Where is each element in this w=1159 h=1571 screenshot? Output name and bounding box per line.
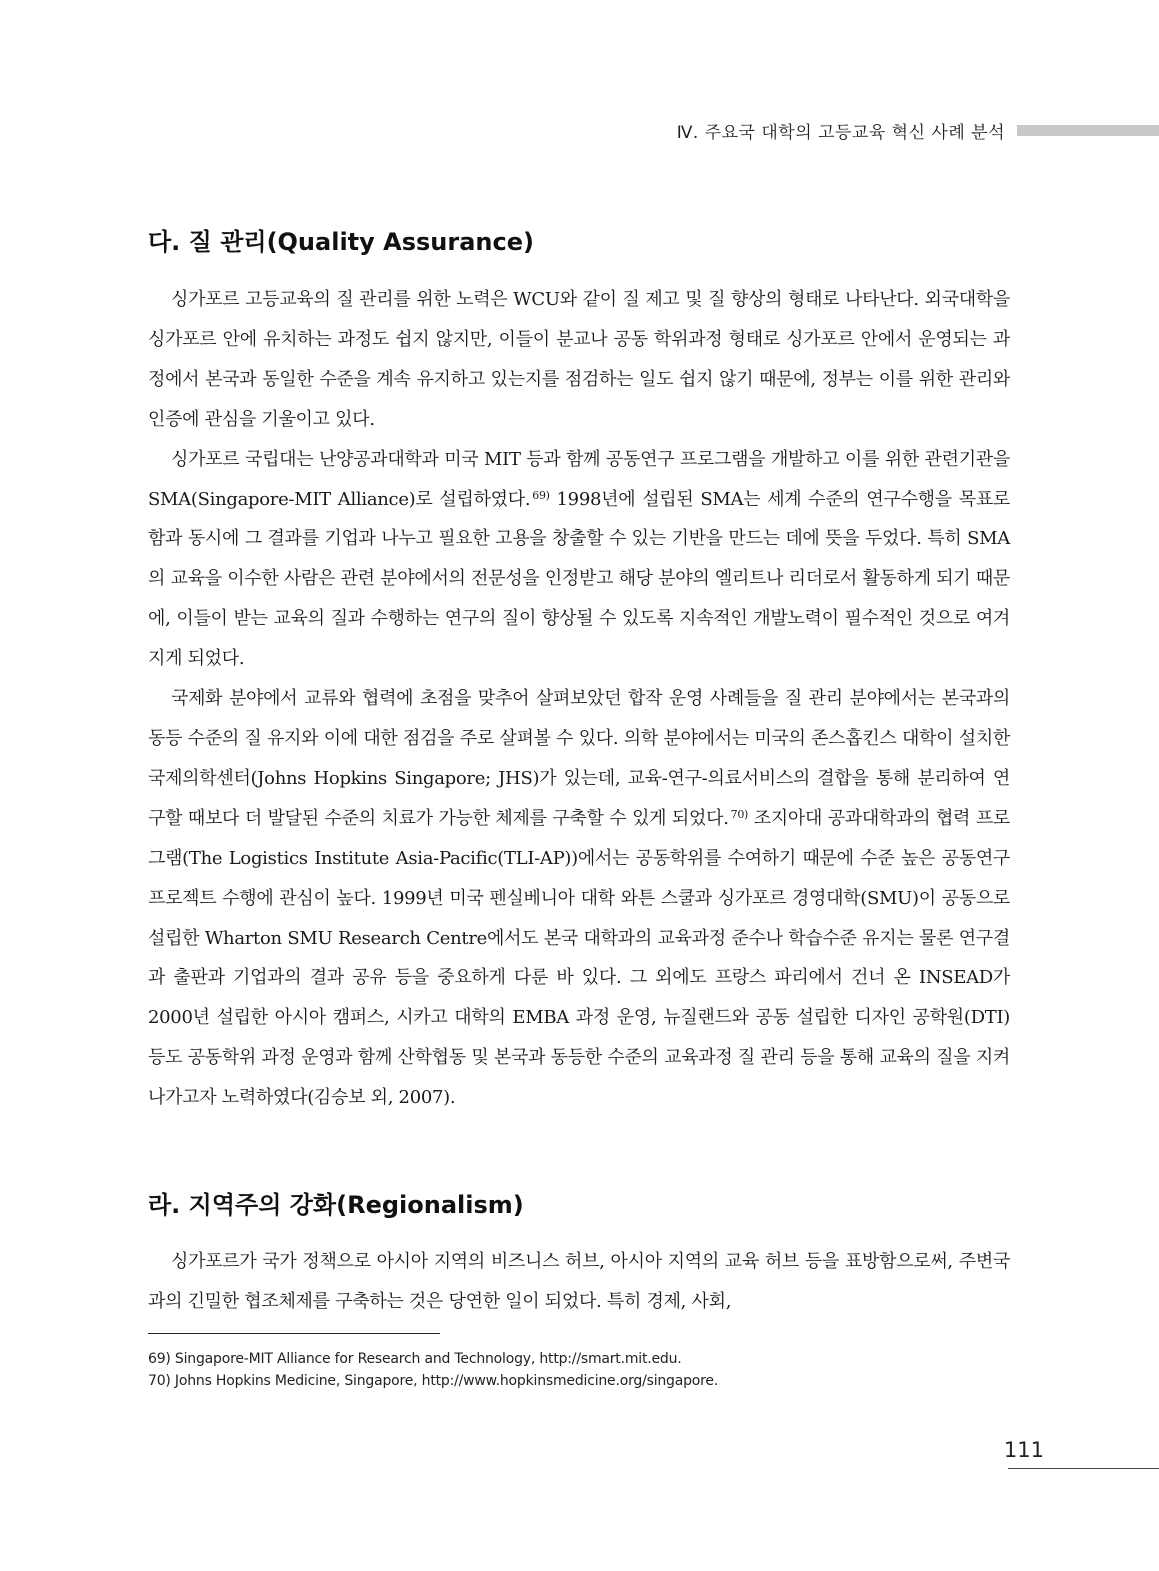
page-number-rule (1008, 1468, 1159, 1469)
footnote-ref-70: 70) (730, 807, 749, 821)
header-bar (1017, 125, 1159, 136)
paragraph-text: 1998년에 설립된 SMA는 세계 수준의 연구수행을 목표로 함과 동시에 그 결과를 기업과 나누고 필요한 고용을 창출할 수 있는 기반을 만드는 데에 뜻을 두었다. 특히 SMA의 교육을 이수한 사람은 관련 분야에서의 전문성을 인정받고 해당 분야의 엘리트나 리더로서 활동하게 되기 때문에, 이들이 받는 교육의 질과 수행하는 연구의 질이 향상될 수 있도록 지속적인 개발노력이 필수적인 것으로 여겨지게 되었다. (148, 488, 1011, 670)
paragraph (148, 679, 1010, 1118)
footnote-ref-69: 69) (532, 488, 550, 502)
section-body-regionalism (148, 1242, 1010, 1322)
page-number: 111 (1003, 1438, 1044, 1462)
footnote-divider (148, 1333, 440, 1334)
paragraph (148, 440, 1010, 679)
running-header (677, 118, 1159, 143)
section-body-quality-assurance (148, 280, 1010, 1118)
paragraph: 싱가포르 고등교육의 질 관리를 위한 노력은 WCU와 같이 질 제고 및 질 향상의 형태로 나타난다. 외국대학을 싱가포르 안에 유치하는 과정도 쉽지 않지만, 이들이 분교나 공동 학위과정 형태로 싱가포르 안에서 운영되는 과정에서 본국과 동일한 수준을 계속 유지하고 있는지를 점검하는 일도 쉽지 않기 때문에, 정부는 이를 위한 관리와 인증에 관심을 기울이고 있다. (148, 289, 1010, 430)
paragraph-text: 국제화 분야에서 교류와 협력에 초점을 맞추어 살펴보았던 합작 운영 사례들을 질 관리 분야에서는 본국과의 동등 수준의 질 유지와 이에 대한 점검을 주로 살펴볼 수 있다. 의학 분야에서는 미국의 존스홉킨스 대학이 설치한 국제의학센터(Johns Hopkins Singapore; JHS)가 있는데, 교육-연구-의료서비스의 결합을 통해 분리하여 연구할 때보다 더 발달된 수준의 치료가 가능한 체제를 구축할 수 있게 되었다. (148, 688, 1010, 829)
footnotes (148, 1348, 1010, 1392)
footnote-69: 69) Singapore-MIT Alliance for Research and Technology, http://smart.mit.edu. (148, 1351, 682, 1367)
paragraph-text: 조지아대 공과대학과의 협력 프로그램(The Logistics Institute Asia-Pacific(TLI-AP))에서는 공동학위를 수여하기 때문에 수준 높은 공동연구 프로젝트 수행에 관심이 높다. 1999년 미국 펜실베니아 대학 와튼 스쿨과 싱가포르 경영대학(SMU)이 공동으로 설립한 Wharton SMU Research Centre에서도 본국 대학과의 교육과정 준수나 학습수준 유지는 물론 연구결과 출판과 기업과의 결과 공유 등을 중요하게 다룬 바 있다. 그 외에도 프랑스 파리에서 건너 온 INSEAD가 2000년 설립한 아시아 캠퍼스, 시카고 대학의 EMBA 과정 운영, 뉴질랜드와 공동 설립한 디자인 공학원(DTI) 등도 공동학위 과정 운영과 함께 산학협동 및 본국과 동등한 수준의 교육과정 질 관리 등을 통해 교육의 질을 지켜나가고자 노력하였다(김승보 외, 2007). (148, 807, 1010, 1109)
section-heading-regionalism: 라. 지역주의 강화(Regionalism) (148, 1191, 524, 1219)
paragraph-text: 싱가포르 국립대는 난양공과대학과 미국 MIT 등과 함께 공동연구 프로그램을 개발하고 이를 위한 관련기관을 SMA(Singapore-MIT Alliance)로 설립하였다. (148, 448, 1010, 510)
footnote-70: 70) Johns Hopkins Medicine, Singapore, http://www.hopkinsmedicine.org/singapore. (148, 1373, 719, 1389)
paragraph: 싱가포르가 국가 정책으로 아시아 지역의 비즈니스 허브, 아시아 지역의 교육 허브 등을 표방함으로써, 주변국과의 긴밀한 협조체제를 구축하는 것은 당연한 일이 되었다. 특히 경제, 사회, (148, 1251, 1010, 1312)
section-heading-quality-assurance: 다. 질 관리(Quality Assurance) (148, 228, 534, 256)
chapter-title: Ⅳ. 주요국 대학의 고등교육 혁신 사례 분석 (676, 123, 1005, 143)
